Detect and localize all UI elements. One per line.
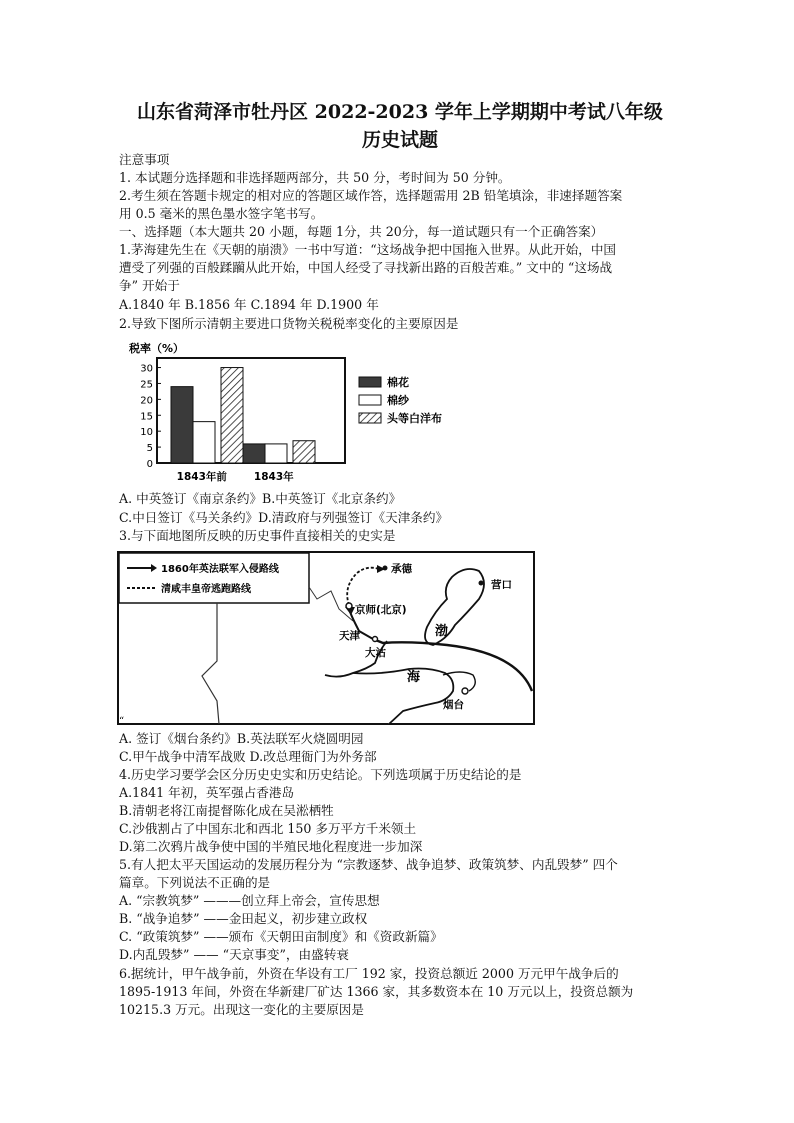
tianjin-dot (373, 637, 378, 642)
q3-option-ab: A. 签订《烟台条约》B.英法联军火烧圆明园 (119, 731, 364, 746)
q6-line2: 1895-1913 年间，外资在华新建厂矿达 1366 家，其多数资本在 10 万元以上，投资总额为 (119, 984, 634, 999)
exam-title-line2: 历史试题 (361, 129, 438, 151)
q1-options: A.1840 年 B.1856 年 C.1894 年 D.1900 年 (119, 297, 379, 312)
bar-cotton (171, 387, 193, 463)
q4-stem: 4.历史学习要学会区分历史史实和历史结论。下列选项属于历史结论的是 (119, 767, 522, 782)
tariff-rate-chart (119, 338, 489, 490)
q5-option-a: A. “宗教筑梦” ———创立拜上帝会，宣传思想 (119, 893, 380, 908)
q6-line3: 10215.3 万元。出现这一变化的主要原因是 (119, 1002, 364, 1017)
q6-line1: 6.据统计，甲午战争前，外资在华设有工厂 192 家，投资总额近 2000 万元甲午战争后的 (119, 966, 619, 981)
map-legend-box (119, 553, 309, 603)
exam-title-line1: 山东省菏泽市牡丹区 2022-2023 学年上学期期中考试八年级 (137, 101, 663, 123)
legend-swatch (359, 377, 381, 387)
y-tick-label: 25 (140, 379, 153, 391)
y-tick-label: 0 (146, 459, 153, 470)
q1-line3: 争” 开始于 (119, 278, 180, 293)
label-chengde: 承德 (391, 563, 412, 575)
bar-yarn (193, 422, 215, 463)
y-tick-label: 10 (140, 427, 153, 439)
label-dagu: 大沽 (365, 647, 386, 659)
stray-mark: “ (119, 716, 125, 727)
bar-yarn (265, 444, 287, 463)
q2-option-ab: A. 中英签订《南京条约》B.中英签订《北京条约》 (119, 491, 402, 506)
label-yingkou: 营口 (491, 579, 512, 591)
legend-label: 棉花 (387, 376, 409, 389)
label-yantai: 烟台 (443, 699, 464, 711)
invasion-route-map (117, 551, 535, 725)
y-tick-label: 15 (140, 411, 153, 423)
label-hai: 海 (407, 670, 421, 685)
legend-invasion-text: 1860年英法联军入侵路线 (161, 564, 279, 575)
label-jingshi: 京师(北京) (355, 604, 407, 616)
bar-white-cloth (293, 441, 315, 463)
yingkou-dot (479, 581, 484, 586)
bar-cotton (243, 444, 265, 463)
q5-option-c: C. “政策筑梦” ——颁布《天朝田亩制度》和《资政新篇》 (119, 929, 443, 944)
notice-item-2b: 用 0.5 毫米的黑色墨水签字笔书写。 (119, 206, 324, 221)
chengde-dot (383, 566, 388, 571)
legend-label: 棉纱 (387, 394, 409, 407)
q2-option-cd: C.中日签订《马关条约》D.清政府与列强签订《天津条约》 (119, 510, 449, 525)
notice-heading: 注意事项 (119, 152, 170, 167)
y-tick-label: 30 (140, 363, 153, 375)
x-category-label: 1843年 (253, 471, 294, 483)
chart-ylabel: 税率（%） (129, 342, 185, 355)
q3-stem: 3.与下面地图所反映的历史事件直接相关的史实是 (119, 528, 396, 543)
q2-stem: 2.导致下图所示清朝主要进口货物关税税率变化的主要原因是 (119, 316, 459, 331)
q4-option-c: C.沙俄割占了中国东北和西北 150 多万平方千米领土 (119, 821, 417, 836)
q3-option-cd: C.甲午战争中清军战败 D.改总理衙门为外务部 (119, 749, 377, 764)
q1-line1: 1.茅海建先生在《天朝的崩溃》一书中写道：“这场战争把中国拖入世界。从此开始，中国 (119, 242, 617, 257)
q4-option-b: B.清朝老将江南提督陈化成在吴淞栖牲 (119, 803, 334, 818)
notice-item-2a: 2.考生须在答题卡规定的相对应的答题区域作答，选择题需用 2B 铅笔填涂，非速择题答案 (119, 188, 623, 203)
label-tianjin: 天津 (339, 630, 360, 642)
legend-swatch (359, 413, 381, 423)
legend-escape-text: 清咸丰皇帝逃跑路线 (161, 584, 251, 595)
q4-option-d: D.第二次鸦片战争使中国的半殖民地化程度进一步加深 (119, 839, 423, 854)
x-category-label: 1843年前 (176, 471, 227, 483)
label-bo: 渤 (435, 624, 449, 639)
q5-option-d: D.内乱毁梦” —— “天京事变”，由盛转衰 (119, 947, 349, 962)
q5-line2: 篇章。下列说法不正确的是 (119, 875, 271, 890)
q5-line1: 5.有人把太平天国运动的发展历程分为 “宗教逐梦、战争追梦、政策筑梦、内乱毁梦” 四个 (119, 857, 618, 872)
y-tick-label: 5 (146, 443, 153, 455)
section-one-heading: 一、选择题（本大题共 20 小题，每题 1分，共 20分，每一道试题只有一个正确答案） (119, 224, 604, 239)
q4-option-a: A.1841 年初，英军强占香港岛 (119, 785, 295, 800)
yantai-dot (462, 688, 468, 694)
legend-swatch (359, 395, 381, 405)
legend-label: 头等白洋布 (387, 412, 442, 425)
bar-white-cloth (221, 368, 243, 463)
q5-option-b: B. “战争追梦” ——金田起义，初步建立政权 (119, 911, 368, 926)
y-tick-label: 20 (140, 395, 153, 407)
notice-item-1: 1. 本试题分选择题和非选择题两部分，共 50 分，考时间为 50 分钟。 (119, 170, 511, 185)
beijing-dot (346, 603, 352, 609)
q1-line2: 遭受了列强的百般蹂躏从此开始，中国人经受了寻找新出路的百般苦难。” 文中的 “这场战 (119, 260, 613, 275)
